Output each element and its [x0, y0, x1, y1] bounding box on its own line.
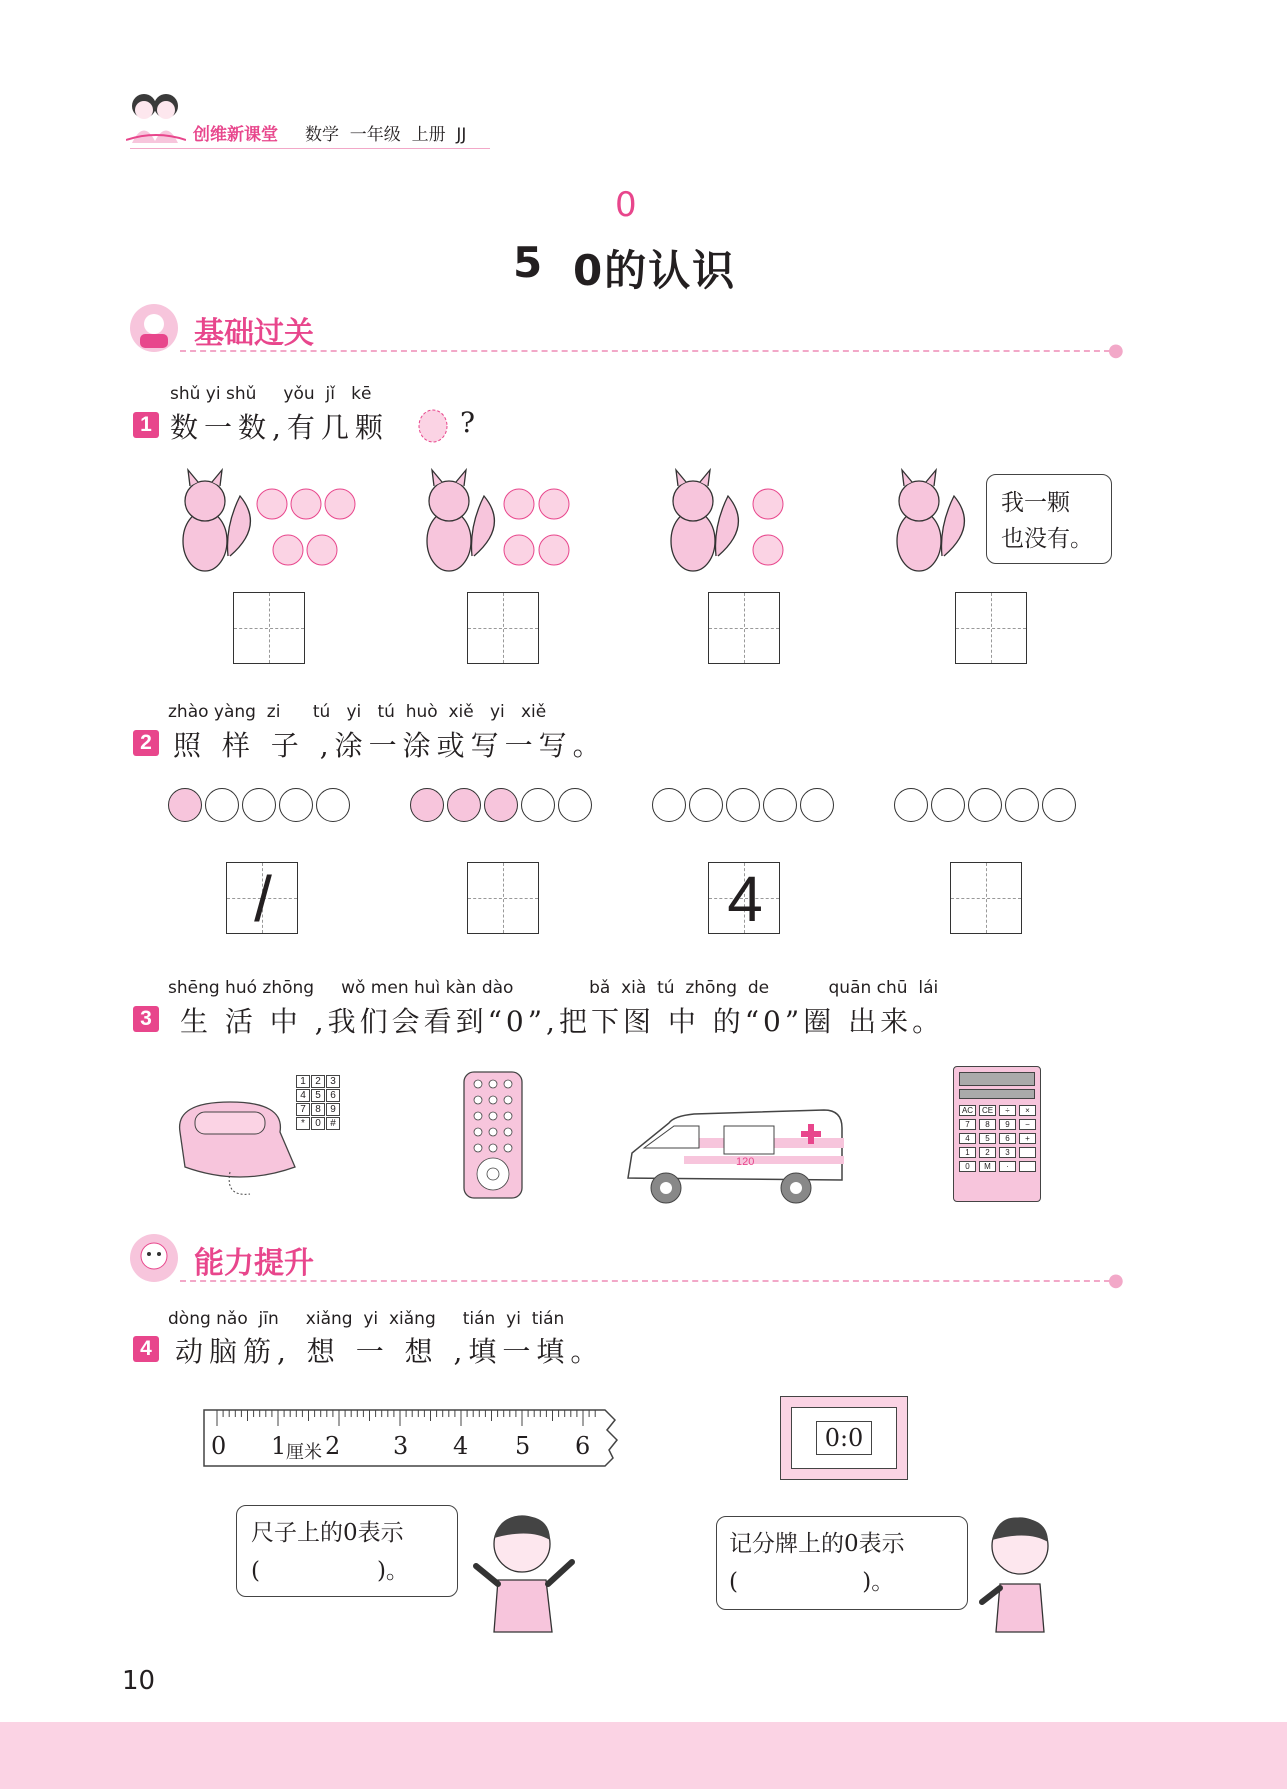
section-advanced-label: 能力提升	[194, 1246, 314, 1281]
section-basic-dots: ●	[1108, 340, 1124, 361]
calculator-display-2	[959, 1089, 1035, 1099]
q1-answer-box-1[interactable]	[233, 592, 305, 664]
q3-text: 生 活 中 ,我们会看到“0”,把下图 中 的“0”圈 出来。	[180, 1005, 945, 1038]
q2-text: 照 样 子 ,涂一涂或写一写。	[173, 729, 607, 762]
q1-speech-bubble	[986, 474, 1112, 564]
calc-key: 7	[959, 1119, 976, 1130]
q2-write-box-1[interactable]	[226, 862, 298, 934]
circle-group-3[interactable]	[652, 788, 837, 826]
ruler-label-5: 5	[515, 1432, 531, 1460]
calc-key	[1019, 1147, 1036, 1158]
calc-key: 5	[979, 1133, 996, 1144]
phone-key: 7	[296, 1103, 310, 1116]
circle-group-2[interactable]	[410, 788, 595, 826]
phone-key: *	[296, 1117, 310, 1130]
header-brand: 创维新课堂	[193, 125, 278, 145]
calc-key	[1019, 1161, 1036, 1172]
q3-pinyin: shēng huó zhōng wǒ men huì kàn dào bǎ xià tú zhōng de quān chū lái	[168, 978, 939, 998]
q1-question-mark: ?	[460, 406, 482, 439]
q1-answer-box-3[interactable]	[708, 592, 780, 664]
section-basic-icon	[128, 302, 180, 354]
q4-text: 动脑筋, 想 一 想 ,填一填。	[175, 1335, 605, 1368]
phone-key: 9	[326, 1103, 340, 1116]
ruler-label-3: 3	[393, 1432, 409, 1460]
ruler-unit: 厘米	[286, 1442, 322, 1463]
squirrel-group-4	[884, 466, 974, 578]
q1-bubble-line1: 我一颗	[1001, 490, 1070, 516]
scoreboard-inner	[791, 1407, 897, 1469]
calc-key: ·	[999, 1161, 1016, 1172]
ruler-label-2: 2	[325, 1432, 341, 1460]
boy-image-2	[974, 1510, 1064, 1634]
q4-number: 4	[133, 1336, 159, 1362]
calc-key: 8	[979, 1119, 996, 1130]
q2-number: 2	[133, 730, 159, 756]
q2-written-3: 4	[727, 863, 763, 935]
phone-key: 0	[311, 1117, 325, 1130]
ruler-image	[203, 1408, 623, 1468]
q4-pinyin: dòng nǎo jīn xiǎng yi xiǎng tián yi tián	[168, 1309, 565, 1329]
page-number: 10	[122, 1666, 156, 1696]
q1-answer-box-4[interactable]	[955, 592, 1027, 664]
q3-number: 3	[133, 1006, 159, 1032]
circle-group-4[interactable]	[894, 788, 1079, 826]
q2-pinyin: zhào yàng zi tú yi tú huò xiě yi xiě	[168, 702, 547, 722]
phone-key: 1	[296, 1075, 310, 1088]
ruler-label-4: 4	[453, 1432, 469, 1460]
title-zero: 0	[615, 185, 637, 225]
page-title: 0的认识	[573, 246, 737, 295]
squirrel-group-1	[170, 466, 360, 578]
q2-write-box-3[interactable]	[708, 862, 780, 934]
lesson-number: 5	[513, 238, 545, 287]
q4-bubble-scoreboard	[716, 1516, 968, 1610]
remote-control-image[interactable]	[462, 1070, 524, 1200]
calc-key: 4	[959, 1133, 976, 1144]
phone-key: 2	[311, 1075, 325, 1088]
header-rule	[130, 148, 490, 149]
q1-text: 数一数,有几颗	[170, 411, 389, 444]
calc-key: ÷	[999, 1105, 1016, 1116]
q4-bubble-ruler	[236, 1505, 458, 1597]
calc-key: M	[979, 1161, 996, 1172]
q4-bubble2-line2[interactable]: ( )。	[729, 1569, 895, 1595]
phone-key: 5	[311, 1089, 325, 1102]
phone-key: 4	[296, 1089, 310, 1102]
section-basic-label: 基础过关	[194, 316, 314, 351]
calculator-image[interactable]	[953, 1066, 1041, 1202]
calc-key: +	[1019, 1133, 1036, 1144]
q1-bubble-line2: 也没有。	[1001, 526, 1093, 552]
calc-key: 0	[959, 1161, 976, 1172]
q1-pinyin: shǔ yi shǔ yǒu jǐ kē	[170, 384, 372, 404]
calculator-display	[959, 1072, 1035, 1086]
q2-write-box-4[interactable]	[950, 862, 1022, 934]
q4-bubble1-line1: 尺子上的0表示	[251, 1520, 404, 1546]
section-basic-divider	[180, 350, 1110, 352]
section-advanced-icon	[128, 1232, 180, 1284]
calc-key: CE	[979, 1105, 996, 1116]
phone-keypad	[296, 1075, 342, 1130]
q1-answer-box-2[interactable]	[467, 592, 539, 664]
calc-key: 9	[999, 1119, 1016, 1130]
q4-bubble1-line2[interactable]: ( )。	[251, 1558, 409, 1584]
phone-key: 8	[311, 1103, 325, 1116]
calc-key: 3	[999, 1147, 1016, 1158]
phone-key: #	[326, 1117, 340, 1130]
phone-key: 6	[326, 1089, 340, 1102]
calc-key: −	[1019, 1119, 1036, 1130]
ambulance-image[interactable]	[624, 1098, 846, 1208]
ruler-label-1: 1	[271, 1432, 287, 1460]
squirrel-group-3	[658, 466, 788, 578]
scoreboard	[780, 1396, 908, 1480]
q1-number: 1	[133, 412, 159, 438]
calc-key: AC	[959, 1105, 976, 1116]
ruler-label-0: 0	[211, 1432, 227, 1460]
scoreboard-score: 0:0	[816, 1421, 873, 1455]
q2-written-1: /	[254, 863, 272, 935]
circle-group-1[interactable]	[168, 788, 353, 826]
header-subject: 数学 一年级 上册 JJ	[305, 125, 467, 145]
ambulance-number: 120	[736, 1156, 755, 1168]
calc-key: 6	[999, 1133, 1016, 1144]
q2-write-box-2[interactable]	[467, 862, 539, 934]
boy-image-1	[470, 1510, 580, 1634]
footer-band	[0, 1722, 1287, 1789]
phone-key: 3	[326, 1075, 340, 1088]
section-advanced-dots: ●	[1108, 1270, 1124, 1291]
calculator-keypad	[959, 1105, 1035, 1172]
section-advanced-divider	[180, 1280, 1110, 1282]
q4-bubble2-line1: 记分牌上的0表示	[729, 1531, 905, 1557]
calc-key: 1	[959, 1147, 976, 1158]
header-mascot	[126, 88, 186, 148]
ruler-label-6: 6	[575, 1432, 591, 1460]
pinecone-icon	[416, 404, 450, 444]
calc-key: 2	[979, 1147, 996, 1158]
calc-key: ×	[1019, 1105, 1036, 1116]
squirrel-group-2	[414, 466, 574, 578]
